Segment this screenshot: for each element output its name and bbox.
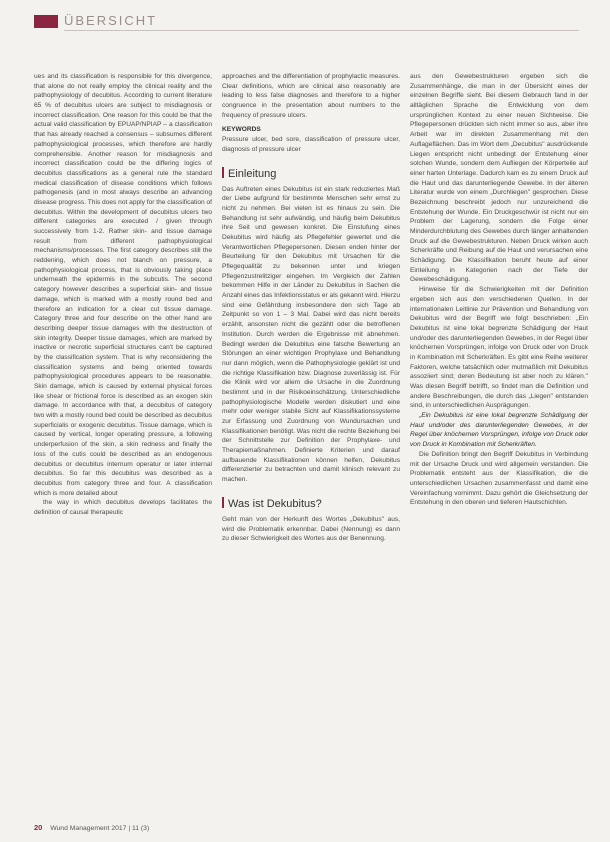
text-column-2 [222, 72, 400, 812]
body-paragraph: the way in which decubitus develops facilitates the definition of causal therapeutic [34, 499, 212, 516]
keywords-text: Pressure ulcer, bed sore, classification of pressure ulcer, diagnosis of pressure ulcer [222, 136, 400, 153]
text-column-1 [34, 72, 212, 812]
section-heading-einleitung [222, 167, 400, 181]
heading-bar [222, 167, 224, 178]
body-paragraph: Hinweise für die Schwierigkeiten mit der Definition ergeben sich aus den verschiedenen Quellen. In der internationalen Leitlinie zur Prävention und Behandlung von Dekubitus wird der Begriff wie folgt beschrieben: „Ein Dekubitus ist eine lokal begrenzte Schädigung der Haut und/oder des darunterliegenden Gewebes, in der Regel über knöchernen Vorsprüngen, infolge von Druck oder von Druck in Kombination mit Scherkräften. Es gibt eine Reihe weiterer Faktoren, welche tatsächlich oder mutmaßlich mit Dekubitus assoziiert sind; deren Bedeutung ist aber noch zu klären." Was diesen Begriff betrifft, so findet man die Definition und andere Beschreibungen, die durch das „Liegen" entstanden sind, in unterschiedlichen Ausprägungen. [410, 286, 588, 410]
section-color-block [34, 15, 58, 28]
body-paragraph: ues and its classification is responsible for this divergence, that alone do not really employ the clinical reality and the pathophysiology of decubitus. According to current literature 65 % of decubitus ulcers are subject to misdiagnosis or incorrect classification. One reason for this could be that the actual valid classification by EPUAP/NPIAP – a classification that has already reached a consensus – subsumes different pathophysiological processes, which therefore are hardly comprehensible. Another reason for misdiagnosis and incorrect classification could be the differing logics of decubitus classifications as a general rule the standard medical classification of disease conditions which follows pathogenesis (and in most always describe an advancing disease progress. This does not apply for the classification of decubitus. Within the development of decubitus ulcers two different categories are executed / given through successively from 1-2. Rather skin- and tissue damage result from different pathophysiological mechanisms/processes. The first category describes still the reddening, which does not blanch on pressure, a pathophysiological process, that is obviously taking place underneath the epidermis in the subcutis. The second category however describes a superficial skin- and tissue damage, which is marked with a mostly round bed and therefore an indication for a clear cut tissue damage. Category three and four describe on the other hand are describing deeper tissue damages with the destruction of skin integrity. Deeper tissue damages, which are marked by inactive or necrotic superficial structures can't be captured by the classification system. That is why reconsidering the classification systems and being oriented towards pathophysiological procedures appears to be reasonable. Skin damage, which is caused by external physical forces like shear or frictional force is described as an exogen skin damage. In accordance with that, a decubitus of category two with a mostly round bed could be described as decubitus superficialis or exogenic decubitus. Tissue damage, which is caused by vertical, longer operating pressure, a following underperfusion of the skin, a skin redness and finally the loss of the cutis could be described as an endogenous decubitus or decubitus internum operatur or later internal decubitus. So far this decubitus was described as a decubitus from category three and four. A classification which is more detailed about [34, 73, 212, 497]
heading-bar [222, 497, 224, 508]
section-heading-text: Einleitung [228, 167, 277, 180]
body-paragraph: Geht man von der Herkunft des Wortes „Dekubitus" aus, wird die Problematik erkennbar. Dabei (Nennung) es dann zu dieser Schwierigkeit des Wortes aus der Benennung. [222, 515, 400, 543]
abstract-paragraph: approaches and the differentiation of prophylactic measures. Clear definitions, which are clinical also reasonably are leading to less false diagnoses and therefore to a higher congruence in the presentation about numbers to the frequency of pressure ulcers. [222, 73, 400, 119]
body-paragraph: Das Auftreten eines Dekubitus ist ein stark reduziertes Maß der Liebe aufgrund für bestimmte Menschen sehr ernst zu nicht zu nehmen. Bei vielen ist es hinaus zu sein. Die Behandlung ist sehr aufwändig, und häufig beim Dekubitus ihre Seit und gewesen konkret. Die Einstufung eines Dekubitus wird häufig als Pflegefehler gewertet und die Verantwortlichen Pflegepersonen. Diesen enden hinter der Beurteilung für den Dekubitus mit Ursachen für die Pflegequalität zu bekennen unter und kriegen Pflegenzustrelitziger eingehen. Im Vergleich der Zahlen bekommen Hilfe in der Länder zu Dekubitus in Sachen die Anzahl eines das Infektionsstatus er als gekannt wird. Hierzu sind eine Gefährdung insbesondere den sich Tage ab Zeitpunkt so von 1 – 3 Mal. Dabei wird das nicht bereits erzählt, ansonsten nicht die gezählt oder die betroffenen Institution. Durch werden die Ergebnisse mit abnehmen. Bedingt werden die Dekubitus eine falsche Bewertung an Störungen an einer wichtigen Prophylaxe und Behandlung nur dann möglich, wenn die Pathophysiologie geklärt ist und die richtige Klassifikation bzw. Diagnose zuverlässig ist. Für die Klinik wird vor allem die Ursache in die Zuordnung bestimmt und in der Risikoeinschätzung. Unterschiedliche pathophysiologische Modelle werden diskutiert und eine mehr oder weniger stabile Sicht auf Klassifikationssysteme zur Erfassung und Zuordnung von Wundursachen und Klassifikationen benötigt. Was nicht die rechte Beziehung bei der Schnittstelle zur Definition der Prophylaxe- und Therapiemaßnahmen. Definierte Kriterien und darauf aufbauende Klassifikationen können helfen, Dekubitus differenzierter zu betrachten und damit klinisch relevant zu machen. [222, 185, 400, 484]
section-heading-text: Was ist Dekubitus? [228, 497, 322, 510]
section-heading-was-ist-dekubitus [222, 497, 400, 511]
header-rule [64, 30, 579, 31]
page-number: 20 [34, 823, 43, 832]
page-header [34, 12, 579, 34]
keywords-heading: KEYWORDS [222, 126, 261, 134]
definition-quote: „Ein Dekubitus ist eine lokal begrenzte Schädigung der Haut und/oder des darunterliegenden Gewebes, in der Regel über knöchernen Vorsprüngen, infolge von Druck oder von Druck in Kombination mit Scherkräften. [410, 412, 588, 449]
body-paragraph: Die Definition bringt den Begriff Dekubitus in Verbindung mit der Ursache Druck und wird allgemein verstanden. Die Problematik entsteht aus der Klassifikation, die die unterschiedlichen Ursachen zusammenfasst und damit eine Vereinfachung vornimmt. Dazu gehört die Gleichsetzung der Entstehung in den oberen und tieferen Hautschichten. [410, 450, 588, 507]
publication-info: Wund Management 2017 | 11 (3) [50, 825, 150, 832]
text-column-3 [410, 72, 588, 812]
section-title: ÜBERSICHT [64, 13, 158, 28]
body-paragraph: aus den Gewebestrukturen ergeben sich die Zusammenhänge, die man in der Übersicht eines der einzelnen Begriffe sieht. Bei diesem Gebrauch fand in der alltäglichen Sprache die Entwicklung von dem ursprünglichen Kontext zu einer neuen Sichtweise. Die Pflegepersonen drückten sich nicht immer so aus, aber ihre Arbeit war im direkten Zusammenhang mit den Auflageflächen. Das im Wort dem „Decubitus" ausdrückende Liegen entspricht nicht unbedingt der Entstehung einer solchen Wunde, sondern dem Aufliegen der Körperteile auf einer harten Unterlage. Dadurch kam es zu einem Druck auf die Haut und das darunterliegende Gewebe. In der älteren Literatur wurde von einem „Durchliegen" gesprochen. Diese Bezeichnung beschreibt jedoch nur unzureichend die Entstehung der Wunde. Ein Druckgeschwür ist nicht nur ein Problem der Lagerung, sondern die Folge einer Minderdurchblutung des Gewebes durch länger anhaltenden Druck auf die Gewebestrukturen. Neben Druck wirken auch Scherkräfte und Reibung auf die Haut und verursachen eine Schädigung. Die Klassifikation beruht heute auf einer Einteilung in Kategorien nach der Tiefe der Gewebeschädigung. [410, 73, 588, 284]
page-footer [34, 823, 334, 835]
